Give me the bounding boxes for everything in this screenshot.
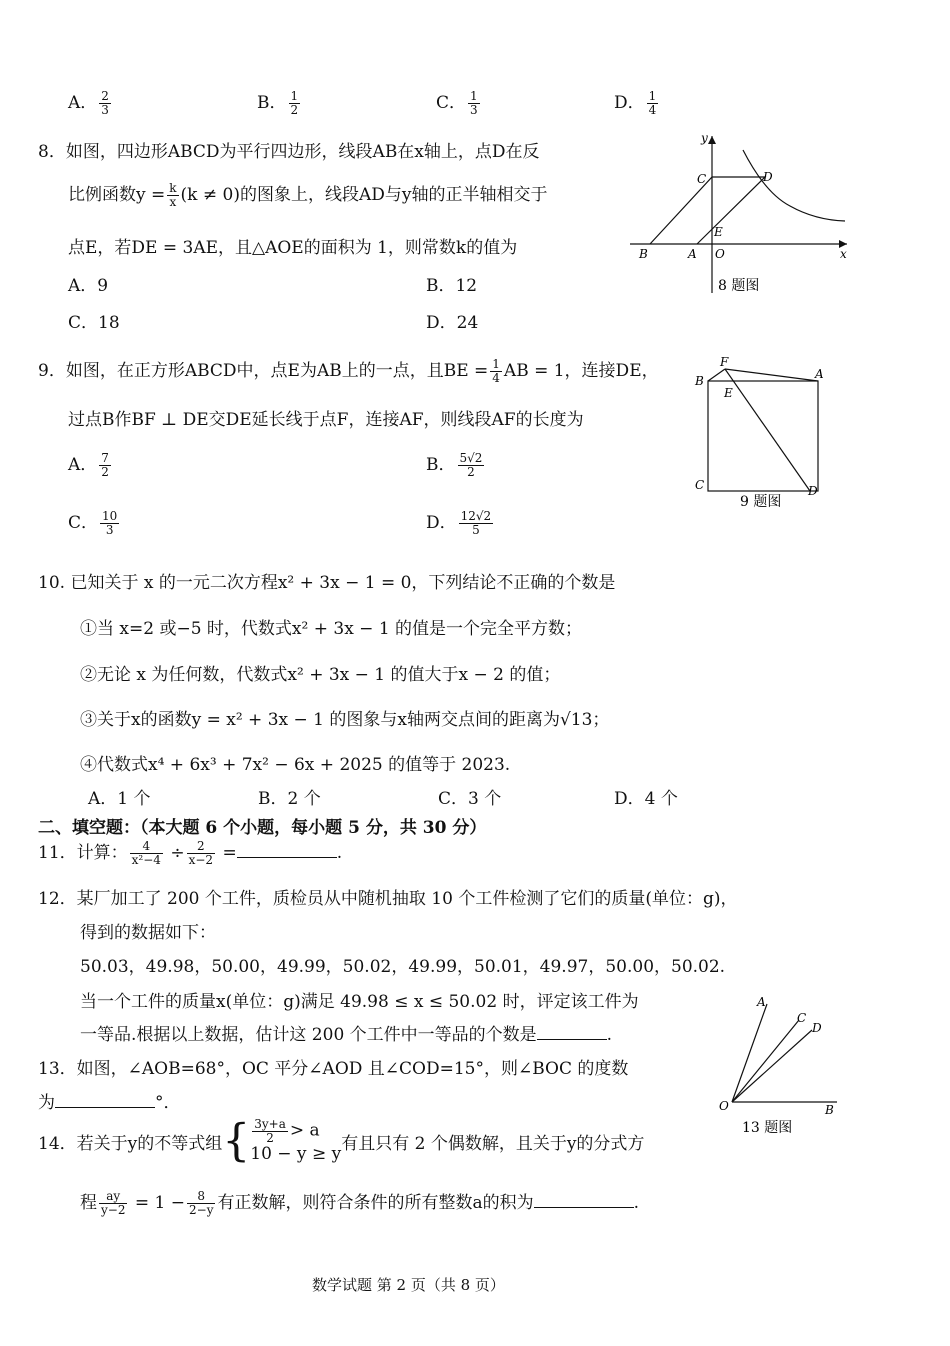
q11-answer-blank[interactable] (237, 857, 337, 858)
fig13-caption: 13 题图 (742, 1120, 793, 1136)
section-2-heading: 二、填空题：（本大题 6 个小题，每小题 5 分，共 30 分） (38, 818, 487, 838)
fig9-line-df (725, 369, 810, 491)
fig8-label-y: y (701, 131, 708, 145)
fig8-parallelogram (650, 177, 765, 244)
q8-line2: 比例函数y = $\frac{k}{x}$ (k ≠ 0)的图象上，线段AD与y轴的正半轴相交于 (68, 181, 548, 209)
q9-option-a: A． $\frac{7}{2}$ (68, 451, 109, 479)
q8-option-d: D．24 (426, 313, 479, 333)
fig13-label-b: B (825, 1103, 834, 1117)
q13-line1: 13．如图，∠AOB=68°，OC 平分∠AOD 且∠COD=15°，则∠BOC 的度数 (38, 1059, 629, 1079)
fig13-ray-oa (732, 1004, 767, 1102)
fig13-label-a: A (757, 995, 766, 1009)
q10-statement-4: ④代数式x⁴ + 6x³ + 7x² − 6x + 2025 的值等于 2023. (80, 755, 511, 775)
q12-line2: 得到的数据如下： (80, 923, 216, 943)
figure-9 (690, 355, 840, 515)
fig9-caption: 9 题图 (740, 494, 782, 510)
q14-brace: { (222, 1115, 251, 1167)
fig9-label-a: A (815, 367, 824, 381)
q9-line2: 过点B作BF ⊥ DE交DE延长线于点F，连接AF，则线段AF的长度为 (68, 410, 584, 430)
fig8-label-b: B (639, 247, 648, 261)
fig9-label-c: C (695, 478, 705, 492)
q10-statement-2: ②无论 x 为任何数，代数式x² + 3x − 1 的值大于x − 2 的值； (80, 665, 561, 685)
q8-option-a: A．9 (68, 276, 109, 296)
q10-option-d: D．4 个 (614, 789, 678, 809)
q10-option-c: C．3 个 (438, 789, 502, 809)
fig8-y-arrow (708, 136, 716, 144)
q9-option-d: D． $\frac{12√2}{5}$ (426, 509, 492, 537)
fig13-ray-od (732, 1030, 812, 1102)
q10-statement-3: ③关于x的函数y = x² + 3x − 1 的图象与x轴两交点间的距离为√13； (80, 710, 610, 730)
q9-line1: 9．如图，在正方形ABCD中，点E为AB上的一点，且BE = $\frac{1}{4}$ AB = 1，连接DE， (38, 357, 659, 385)
fig13-label-d: D (812, 1021, 822, 1035)
q9-option-c: C． $\frac{10}{3}$ (68, 509, 118, 537)
fig13-ray-oc (732, 1020, 799, 1102)
q10-option-a: A．1 个 (88, 789, 151, 809)
fig8-hyperbola (743, 150, 845, 221)
q12-line4: 当一个工件的质量x(单位：g)满足 49.98 ≤ x ≤ 50.02 时，评定该工件为 (80, 992, 639, 1012)
fig8-caption: 8 题图 (718, 278, 760, 294)
fig8-label-o: O (715, 247, 725, 261)
q10-option-b: B．2 个 (258, 789, 321, 809)
fig13-label-o: O (719, 1099, 729, 1113)
q7-option-c: C． $\frac{1}{3}$ (436, 89, 478, 117)
q7-option-b: B． $\frac{1}{2}$ (257, 89, 299, 117)
fig9-label-d: D (808, 484, 818, 498)
q13-line2: 为 °． (38, 1093, 181, 1113)
q9-option-b: B． $\frac{5√2}{2}$ (426, 451, 483, 479)
q13-answer-blank[interactable] (55, 1107, 155, 1108)
q14-line2: 程 $\frac{ay}{y-2}$ = 1 − $\frac{8}{2-y}$ 有正数解，则符合条件的所有整数a的积为 . (80, 1189, 640, 1217)
q14-line1: 14．若关于y的不等式组{ $\frac{3y+a}{2}$ > a 10 − y ≥ y 有且只有 2 个偶数解，且关于y的分式方 (38, 1115, 645, 1167)
q7-option-a: A． $\frac{2}{3}$ (68, 89, 109, 117)
fig8-label-x: x (840, 247, 847, 261)
q10-statement-1: ①当 x=2 或−5 时，代数式x² + 3x − 1 的值是一个完全平方数； (80, 619, 583, 639)
fig8-label-e: E (714, 225, 723, 239)
fig8-label-a: A (688, 247, 697, 261)
fig9-label-f: F (720, 355, 729, 369)
figure-13 (712, 992, 847, 1142)
q8-option-c: C．18 (68, 313, 120, 333)
q12-data: 50.03，49.98，50.00，49.99，50.02，49.99，50.01，49.97，50.00，50.02. (80, 957, 726, 977)
q11: 11．计算： $\frac{4}{\text{x²−4}}$ ÷ $\frac{2}{x-2}$ = . (38, 839, 343, 867)
q10-stem: 10. 已知关于 x 的一元二次方程x² + 3x − 1 = 0，下列结论不正确的个数是 (38, 573, 616, 593)
q12-line1: 12．某厂加工了 200 个工件，质检员从中随机抽取 10 个工件检测了它们的质量(单位：g)， (38, 889, 738, 909)
fig8-label-c: C (697, 172, 707, 186)
fig13-label-c: C (797, 1011, 807, 1025)
figure-8 (625, 128, 855, 298)
fig9-label-e: E (724, 386, 733, 400)
fig9-line-bf (708, 369, 725, 381)
q12-answer-blank[interactable] (537, 1039, 607, 1040)
fig8-label-d: D (763, 170, 773, 184)
page-footer: 数学试题 第 2 页（共 8 页） (312, 1276, 505, 1294)
q8-line3: 点E，若DE = 3AE，且△AOE的面积为 1，则常数k的值为 (68, 238, 518, 258)
q7-option-d: D． $\frac{1}{4}$ (614, 89, 657, 117)
q8-option-b: B．12 (426, 276, 478, 296)
fig9-line-af (725, 369, 818, 381)
q8-line1: 8．如图，四边形ABCD为平行四边形，线段AB在x轴上，点D在反 (38, 142, 540, 162)
q14-answer-blank[interactable] (534, 1207, 634, 1208)
fig9-label-b: B (695, 374, 704, 388)
q12-line5: 一等品.根据以上数据，估计这 200 个工件中一等品的个数是 . (80, 1025, 613, 1045)
